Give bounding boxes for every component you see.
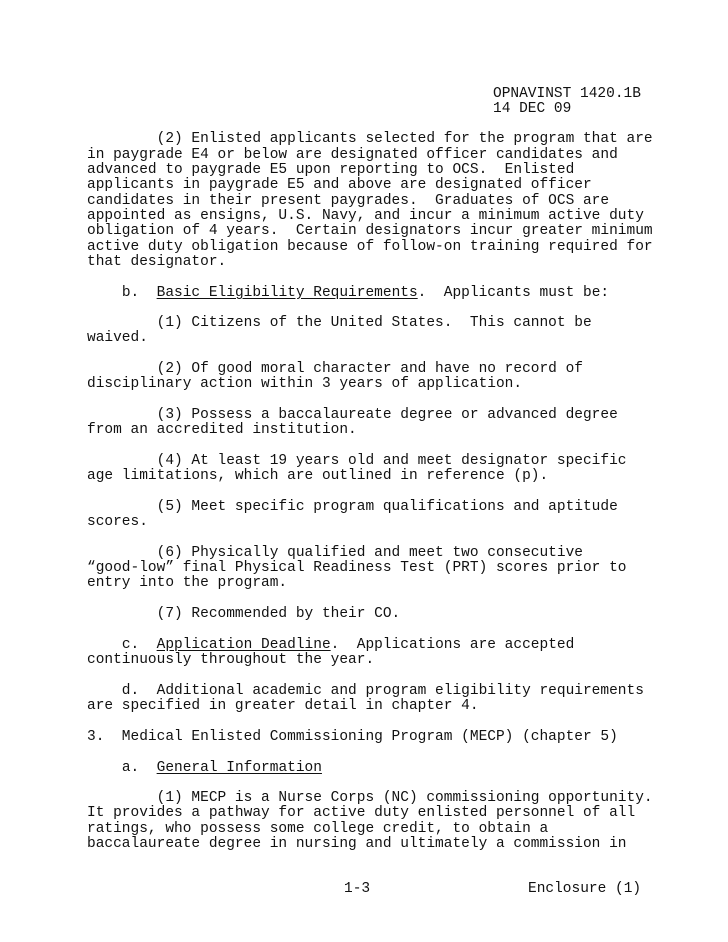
text-line: active duty obligation because of follow-on training required for [87,239,653,255]
section-c-text: continuously throughout the year. [87,652,375,668]
enclosure-label: Enclosure (1) [528,881,642,897]
text-line: ratings, who possess some college credit, to obtain a [87,821,549,837]
list-item-cont: waived. [87,330,148,346]
instruction-number: OPNAVINST 1420.1B [493,86,641,102]
list-item: (1) Citizens of the United States. This cannot be [87,315,592,331]
list-item-cont: entry into the program. [87,575,288,591]
text-line: applicants in paygrade E5 and above are designated officer [87,177,592,193]
section-3-heading: 3. Medical Enlisted Commissioning Program (MECP) (chapter 5) [87,729,618,745]
text-line: (2) Enlisted applicants selected for the program that are [87,131,653,147]
text-line: candidates in their present paygrades. Graduates of OCS are [87,193,610,209]
section-3a-heading: a. General Information [121,760,322,776]
list-item: (5) Meet specific program qualifications and aptitude [87,499,618,515]
section-b-title: Basic Eligibility Requirements [156,285,418,301]
list-item-cont: from an accredited institution. [87,422,357,438]
list-item-cont: scores. [87,514,148,530]
text-line: obligation of 4 years. Certain designators incur greater minimum [87,223,653,239]
list-item: (7) Recommended by their CO. [87,606,401,622]
list-item: (2) Of good moral character and have no record of [87,361,583,377]
page-number: 1-3 [344,881,371,897]
section-3a-title: General Information [156,760,322,776]
list-item: (3) Possess a baccalaureate degree or advanced degree [87,407,618,423]
list-item: (6) Physically qualified and meet two consecutive [87,545,583,561]
text-line: advanced to paygrade E5 upon reporting to OCS. Enlisted [87,162,575,178]
section-d-text: d. Additional academic and program eligibility requirements [87,683,644,699]
text-line: appointed as ensigns, U.S. Navy, and incur a minimum active duty [87,208,644,224]
text-line: that designator. [87,254,227,270]
section-d-text: are specified in greater detail in chapter 4. [87,698,479,714]
text-line: in paygrade E4 or below are designated officer candidates and [87,147,618,163]
section-c-heading: c. Application Deadline. Applications are accepted [121,637,575,653]
text-line: (1) MECP is a Nurse Corps (NC) commissioning opportunity. [87,790,653,806]
instruction-date: 14 DEC 09 [493,101,572,117]
list-item: (4) At least 19 years old and meet designator specific [87,453,627,469]
section-c-title: Application Deadline [156,637,331,653]
section-b-heading: b. Basic Eligibility Requirements. Applicants must be: [121,285,610,301]
list-item-cont: “good-low” final Physical Readiness Test (PRT) scores prior to [87,560,627,576]
text-line: baccalaureate degree in nursing and ultimately a commission in [87,836,627,852]
list-item-cont: age limitations, which are outlined in reference (p). [87,468,549,484]
text-line: It provides a pathway for active duty enlisted personnel of all [87,805,636,821]
list-item-cont: disciplinary action within 3 years of application. [87,376,523,392]
